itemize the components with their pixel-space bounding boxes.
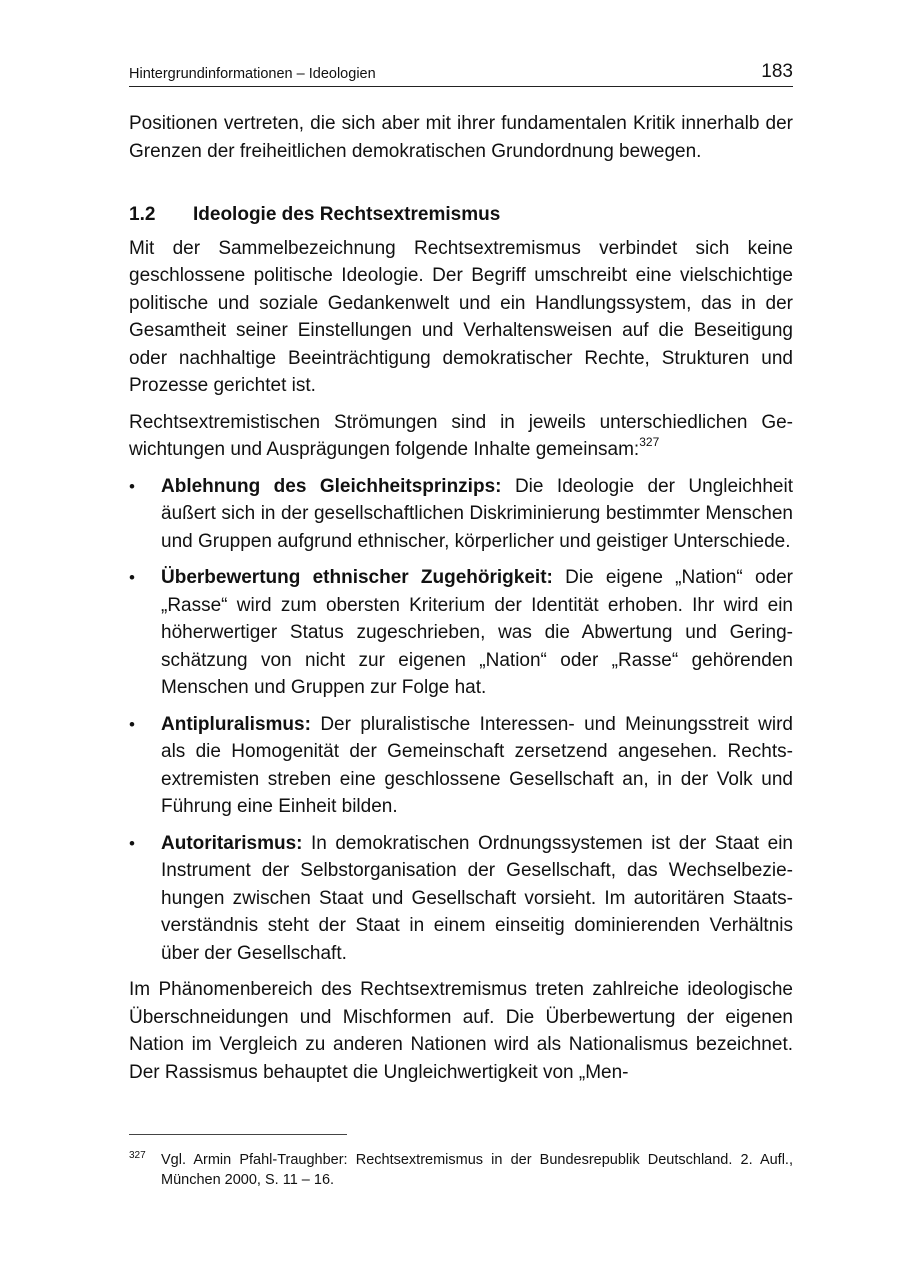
intro-paragraph: Positionen vertreten, die sich aber mit ihrer fundamentalen Kritik innerhalb der Grenzen der freiheitlichen demokratischen Grundordnung bewegen. — [129, 113, 793, 162]
footnote-number: 327 — [129, 1150, 146, 1161]
list-item — [129, 564, 793, 702]
running-title: Hintergrundinformationen – Ideologien — [129, 66, 376, 82]
footnote-divider — [129, 1134, 347, 1135]
body-text — [129, 110, 793, 1086]
list-item-text: Die Ideologie der Ungleichheit äußert sich in der gesellschaftlichen Diskriminierung bestimmter Menschen und Gruppen aufgrund ethnischer, körperlicher und geistiger Unterschiede. — [161, 475, 793, 552]
closing-paragraph: Im Phänomenbereich des Rechtsextremismus treten zahlreiche ideologische Überschneidungen und Mischformen auf. Die Überbewertung der eigenen Nation im Vergleich zu anderen Nationen wird als Nationalismus bezeichnet. Der Rassismus behauptet die Ungleichwertigkeit von „Men- — [129, 979, 793, 1083]
bullet-icon: • — [129, 568, 135, 587]
lead-paragraph — [129, 409, 793, 464]
footnote-text: Vgl. Armin Pfahl-Traughber: Rechtsextremismus in der Bundesrepublik Deutschland. 2. Aufl., München 2000, S. 11 – 16. — [161, 1152, 793, 1188]
list-item-term: Antipluralismus: — [161, 713, 311, 735]
list-item-term: Ablehnung des Gleichheitsprinzips: — [161, 475, 502, 497]
section-heading — [129, 201, 793, 229]
list-item-text: Der pluralistische Interessen- und Meinungsstreit wird als die Homogenität der Gemeinschaft zersetzend angesehen. Rechtsextremisten streben eine geschlossene Gesellschaft an, in der Volk und Führung eine Einheit bilden. — [161, 713, 793, 817]
lead-paragraph-text: Rechtsextremistischen Strömungen sind in jeweils unterschiedlichen Gewichtungen und Ausprägungen folgende Inhalte gemeinsam: — [129, 411, 793, 460]
list-item-text: Die eigene „Nation“ oder „Rasse“ wird zum obersten Kriterium der Identität erhoben. Ihr wird ein höherwertiger Status zugeschrieben, was die Abwertung und Geringschätzung von nicht zur eigenen „Nation“ oder „Rasse“ gehörenden Menschen und Gruppen zur Folge hat. — [161, 567, 793, 698]
list-item-term: Autoritarismus: — [161, 832, 303, 854]
footnote-reference[interactable]: 327 — [639, 434, 660, 449]
list-item — [129, 473, 793, 556]
page-number: 183 — [761, 61, 793, 82]
section-number: 1.2 — [129, 204, 156, 225]
bullet-icon: • — [129, 714, 135, 734]
ideology-list — [129, 473, 793, 968]
section-title: Ideologie des Rechtsextremismus — [193, 204, 501, 225]
bullet-icon: • — [129, 833, 135, 853]
list-item-text: In demokratischen Ordnungssystemen ist der Staat ein Instrument der Selbstorganisation der Gesellschaft, das Wechselbeziehungen zwischen Staat und Gesellschaft vorsieht. Im autoritären Staatsverständnis steht der Staat in einem einseitig dominierenden Verhältnis über der Gesellschaft. — [161, 832, 794, 964]
running-header — [129, 60, 793, 87]
list-item-term: Überbewertung ethnischer Zugehörigkeit: — [161, 567, 553, 588]
footnote — [129, 1150, 793, 1190]
definition-paragraph: Mit der Sammelbezeichnung Rechtsextremismus verbindet sich keine geschlossene politische Ideologie. Der Begriff umschreibt eine vielschichtige politische und soziale Gedankenwelt und ein Handlungssystem, das in der Gesamtheit seiner Einstellungen und Verhaltensweisen auf die Beseitigung oder nachhaltige Beeinträchtigung demokratischer Rechte, Strukturen und Prozesse gerichtet ist. — [129, 237, 793, 396]
list-item — [129, 830, 793, 968]
list-item — [129, 711, 793, 821]
bullet-icon: • — [129, 476, 135, 496]
